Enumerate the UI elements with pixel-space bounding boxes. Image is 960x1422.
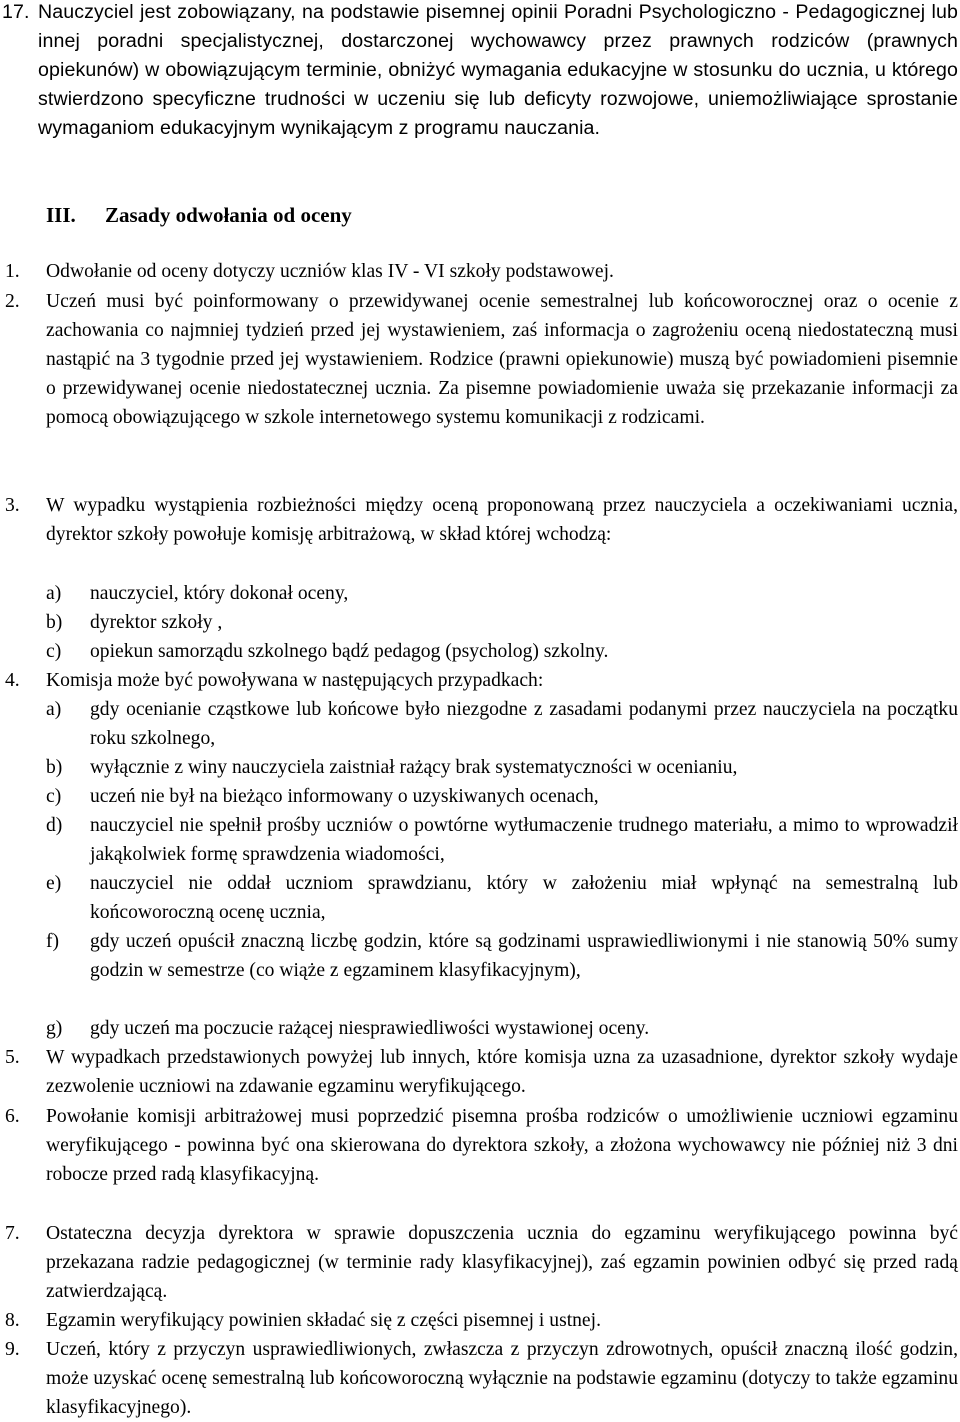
list-letter: a) bbox=[46, 583, 62, 604]
item-6-text: Powołanie komisji arbitrażowej musi poprzedzić pisemna prośba rodziców o umożliwienie uczniowi egzaminu weryfikującego - powinna być ona skierowana do dyrektora szkoły, a złożona wychowawcy nie później niż 3 dni robocze przed radą klasyfikacyjną. bbox=[46, 1106, 958, 1185]
item-number: 3. bbox=[5, 495, 20, 516]
item-1-text: Odwołanie od oceny dotyczy uczniów klas IV - VI szkoły podstawowej. bbox=[46, 261, 614, 282]
list-item: gdy ocenianie cząstkowe lub końcowe było niezgodne z zasadami podanymi przez nauczyciela na początku roku szkolnego, bbox=[90, 699, 958, 749]
section-number: III. bbox=[46, 203, 76, 227]
list-letter: g) bbox=[46, 1018, 63, 1039]
item-4-text: Komisja może być powoływana w następujących przypadkach: bbox=[46, 670, 544, 691]
list-item: nauczyciel nie oddał uczniom sprawdzianu, który w założeniu miał wpłynąć na semestralną lub końcoworoczną ocenę ucznia, bbox=[90, 873, 958, 923]
item-number: 8. bbox=[5, 1310, 20, 1331]
item-number: 9. bbox=[5, 1339, 20, 1360]
item-number: 2. bbox=[5, 291, 20, 312]
list-letter: b) bbox=[46, 612, 63, 633]
item-number: 7. bbox=[5, 1223, 20, 1244]
list-letter: c) bbox=[46, 641, 62, 662]
item-8-text: Egzamin weryfikujący powinien składać się z części pisemnej i ustnej. bbox=[46, 1310, 601, 1331]
list-item: opiekun samorządu szkolnego bądź pedagog (psycholog) szkolny. bbox=[90, 641, 609, 662]
list-letter: f) bbox=[46, 931, 60, 952]
list-item: gdy uczeń ma poczucie rażącej niesprawiedliwości wystawionej oceny. bbox=[90, 1018, 650, 1039]
item-number: 1. bbox=[5, 261, 20, 282]
item-5-text: W wypadkach przedstawionych powyżej lub innych, które komisja uzna za uzasadnione, dyrektor szkoły wydaje zezwolenie uczniowi na zdawanie egzaminu weryfikującego. bbox=[46, 1047, 958, 1097]
item-9-text: Uczeń, który z przyczyn usprawiedliwionych, zwłaszcza z przyczyn zdrowotnych, opuścił znaczną ilość godzin, może uzyskać ocenę semestralną lub końcoworoczną wyłącznie na podstawie egzaminu (dotyczy to także egzaminu klasyfikacyjnego). bbox=[46, 1339, 958, 1418]
paragraph-17: Nauczyciel jest zobowiązany, na podstawie pisemnej opinii Poradni Psychologiczno - Pedagogicznej lub innej poradni specjalistycznej, dostarczonej wychowawcy przez prawnych rodziców (prawnych opiekunów) w obowiązującym terminie, obniżyć wymagania edukacyjne w stosunku do ucznia, u którego stwierdzono specyficzne trudności w uczeniu się lub deficyty rozwojowe, uniemożliwiające sprostanie wymaganiom edukacyjnym wynikającym z programu nauczania. bbox=[38, 1, 958, 139]
item-number: 17. bbox=[2, 1, 30, 23]
list-item: nauczyciel, który dokonał oceny, bbox=[90, 583, 349, 604]
item-7-text: Ostateczna decyzja dyrektora w sprawie dopuszczenia ucznia do egzaminu weryfikującego powinna być przekazana radzie pedagogicznej (w terminie rady klasyfikacyjnej), zaś egzamin powinien odbyć się przed radą zatwierdzającą. bbox=[46, 1223, 958, 1302]
list-item: uczeń nie był na bieżąco informowany o uzyskiwanych ocenach, bbox=[90, 786, 599, 807]
list-letter: d) bbox=[46, 815, 63, 836]
item-number: 5. bbox=[5, 1047, 20, 1068]
item-number: 6. bbox=[5, 1106, 20, 1127]
item-2-text: Uczeń musi być poinformowany o przewidywanej ocenie semestralnej lub końcoworocznej oraz o ocenie z zachowania co najmniej tydzień przed jej wystawieniem, zaś informacja o zagrożeniu oceną niedostateczną musi nastąpić na 3 tygodnie przed jej wystawieniem. Rodzice (prawni opiekunowie) muszą być powiadomieni pisemnie o przewidywanej ocenie niedostatecznej ucznia. Za pisemne powiadomienie uważa się przekazanie informacji za pomocą obowiązującego w szkole internetowego systemu komunikacji z rodzicami. bbox=[46, 291, 958, 428]
item-number: 4. bbox=[5, 670, 20, 691]
list-item: gdy uczeń opuścił znaczną liczbę godzin, które są godzinami usprawiedliwionymi i nie stanowią 50% sumy godzin w semestrze (co wiąże z egzaminem klasyfikacyjnym), bbox=[90, 931, 958, 981]
item-3-text: W wypadku wystąpienia rozbieżności między oceną proponowaną przez nauczyciela a oczekiwaniami ucznia, dyrektor szkoły powołuje komisję arbitrażową, w skład której wchodzą: bbox=[46, 495, 958, 545]
list-item: wyłącznie z winy nauczyciela zaistniał rażący brak systematyczności w ocenianiu, bbox=[90, 757, 738, 778]
list-item: dyrektor szkoły , bbox=[90, 612, 223, 633]
section-title: Zasady odwołania od oceny bbox=[105, 203, 352, 227]
list-letter: c) bbox=[46, 786, 62, 807]
list-item: nauczyciel nie spełnił prośby uczniów o powtórne wytłumaczenie trudnego materiału, a mimo to wprowadził jakąkolwiek formę sprawdzenia wiadomości, bbox=[90, 815, 958, 865]
list-letter: a) bbox=[46, 699, 62, 720]
list-letter: e) bbox=[46, 873, 62, 894]
list-letter: b) bbox=[46, 757, 63, 778]
